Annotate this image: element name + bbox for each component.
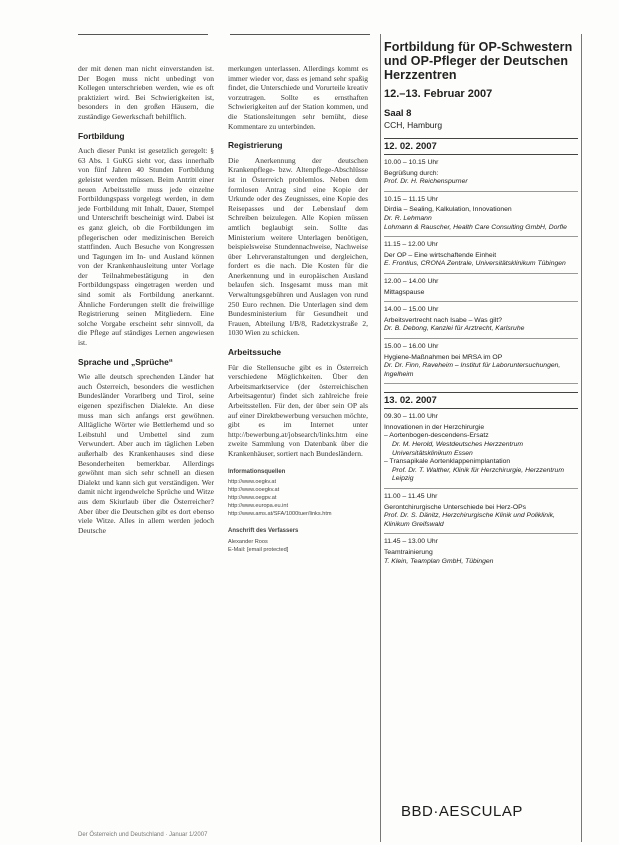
program-slot	[384, 237, 578, 274]
slot-speaker: Prof. Dr. S. Dänitz, Herzchirurgische Klinik und Poliklinik, Klinikum Greifswald	[384, 512, 555, 528]
heading-registrierung: Registrierung	[228, 140, 283, 151]
slot-subtopic: – Aortenbogen-descendens-Ersatz	[384, 432, 489, 440]
program-title: Fortbildung für OP-Schwestern und OP-Pfleger der Deutschen Herzzentren	[384, 40, 573, 82]
slot-time: 10.00 – 10.15 Uhr	[384, 159, 439, 166]
program-date-range: 12.–13. Februar 2007	[384, 88, 493, 100]
slot-time: 11.15 – 12.00 Uhr	[384, 241, 438, 249]
program-slot	[384, 534, 578, 570]
registrierung-paragraph: Die Anerkennung der deutschen Krankenpflege- bzw. Altenpflege-Abschlüsse ist in Österreich problemlos. Neben dem formlosen Antrag sind eine Kopie der Urkunde oder des Zeugnisses, eine Kopie des Reisepasses und der Lebenslauf dem Schreiben beizulegen. Alle Kopien müssen amtlich beglaubigt sein. Sollte das Ministerium weitere Unterlagen benötigen, beispielsweise Stundennachweise, Nachweise über Lehrveranstaltungen und dergleichen, fordert es die nach. Die Kosten für die Anerkennung und in europäischen Ausland belaufen sich. Insgesamt muss man mit Verwaltungsgebühren und Auslagen von rund 250 Euro rechnen. Die Unterlagen sind dem Bundesministerium für Gesundheit und Frauen, Abteilung I/B/8, Radetzkystraße 2, 1030 Wien zu schicken.	[228, 155, 368, 338]
slot-topic: Hygiene-Maßnahmen bei MRSA im OP	[384, 353, 503, 361]
slot-topic: Arbeitsvertrecht nach Isabe – Was gilt?	[384, 316, 502, 324]
slot-speaker-affiliation: Lohmann & Rauscher, Health Care Consulting GmbH, Dorfle	[384, 223, 567, 231]
author-label: Anschrift des Verfassers	[228, 528, 299, 535]
sprache-paragraph: Wie alle deutsch sprechenden Länder hat auch Österreich, besonders die westlichen Bundesländer Vorarlberg und Tirol, seine eigenen spezifischen Dialekte. An diese muss man sich anfangs erst gewöhnen. Alltägliche Wörter wie Bettlerhemd und so Leibstuhl und Urnbettel sind zum Verwundert. Aber auch im täglichen Leben außerhalb des Krankenhauses sind diese Besonderheiten bemerkbar. Allerdings gewöhnt man sich sehr schnell an diesen Dialekt und kann sich gut verständigen. Wer damit nicht irgendwelche Sprüche und Witze aus dem Skiurlaub über die Österreicher? Aber über die Deutschen gibt es dort ebenso viele Witze. Alles in allem werden jedoch Deutsche	[78, 372, 214, 535]
heading-arbeitssuche: Arbeitssuche	[228, 347, 282, 358]
page-footer: Der Österreich und Deutschland · Januar 1/2007	[78, 832, 208, 838]
day-header: 13. 02. 2007	[384, 392, 578, 409]
middle-column	[228, 64, 368, 555]
info-sources	[228, 469, 368, 555]
heading-sprache: Sprache und „Sprüche“	[78, 356, 173, 367]
info-sources-label: Informationsquellen	[228, 468, 286, 475]
slot-time: 09.30 – 11.00 Uhr	[384, 413, 438, 421]
slot-speaker: Dr. B. Debong, Kanzlei für Arztrecht, Karlsruhe	[384, 325, 525, 333]
slot-topic: Mittagspause	[384, 288, 425, 296]
link-item[interactable]: http://www.europa.eu.int	[228, 502, 289, 509]
program-slot	[384, 192, 578, 237]
middle-intro-paragraph: merkungen unterlassen. Allerdings kommt es immer wieder vor, dass es jemand sehr spaßig findet, die Unterschiede und Vorurteile kreativ vorzutragen. Sollte es ernsthaften Schwierigkeiten auf der Station kommen, und die Stationsleitungen sehr bemüht, diese Kommentare zu unterbinden.	[228, 64, 368, 131]
author-email: E-Mail: [email protected]	[228, 546, 289, 553]
top-rule-mid	[230, 34, 370, 35]
author-name: Alexander Roos	[228, 539, 268, 546]
link-item[interactable]: http://www.oegpv.at	[228, 494, 277, 501]
program-venue: CCH, Hamburg	[384, 120, 443, 130]
slot-topic: Innovationen in der Herzchirurgie	[384, 423, 485, 431]
slot-time: 10.15 – 11.15 Uhr	[384, 195, 438, 203]
slot-speaker-affiliation: Universitätsklinikum Essen	[392, 449, 473, 457]
program-slot	[384, 155, 578, 192]
slot-topic: Der OP – Eine wirtschaftende Einheit	[384, 251, 497, 259]
slot-speaker: Prof. Dr. T. Walther, Klinik für Herzchirurgie, Herzzentrum Leipzig	[392, 466, 564, 483]
slot-time: 14.00 – 15.00 Uhr	[384, 306, 439, 314]
link-item[interactable]: http://www.ams.at/SFA/1000tuer/links.htm	[228, 510, 332, 517]
link-item[interactable]: http://www.oegkv.at	[228, 479, 277, 486]
left-column	[78, 64, 214, 535]
program-slot	[384, 409, 578, 489]
slot-speaker: Prof. Dr. H. Reichenspurner	[384, 178, 468, 186]
slot-subtopic: – Transapikale Aortenklappenimplantation	[384, 458, 511, 466]
slot-speaker: Dr. Dr. Finn, Raveheim – Institut für Laboruntersuchungen, Ingelheim	[384, 362, 561, 378]
slot-time: 12.00 – 14.00 Uhr	[384, 277, 439, 285]
top-rule-left	[78, 34, 208, 35]
slot-topic: Dirdia – Sealing, Kalkulation, Innovationen	[384, 206, 512, 214]
program-slot	[384, 302, 578, 339]
program-slot	[384, 489, 578, 534]
link-item[interactable]: http://www.ooegkv.at	[228, 487, 280, 494]
fortbildung-paragraph: Auch dieser Punkt ist gesetzlich geregelt: § 63 Abs. 1 GuKG sieht vor, dass innerhalb von fünf Jahren 40 Stunden Fortbildung geleistet werden müssen. Beim Antritt einer neuen Arbeitsstelle muss jede einzelne Fortbildungspass vorgelegt werden, in dem jede Fortbildung mit Inhalt, Dauer, Stempel und Unterschrift bescheinigt wird. Dabei ist es ganz gleich, ob die Fortbildungen im pflegerischen oder medizinischen Bereich stattfinden. Auch Besuche von Kongressen und Tagungen im In- und Ausland können von der Krankenhausleitung unter Vorlage der Teilnahmebestätigung in den Fortbildungspass eingetragen werden und sind somit als Fortbildung anerkannt. Ähnliche Forderungen stellt die freiwillige Registrierung seinen Mitgliedern. Eine solche Vorgabe erscheint sehr sinnvoll, da die Pflege auf ständiges Lernen angewiesen ist.	[78, 146, 214, 348]
program-hall: Saal 8	[384, 108, 412, 119]
slot-speaker: E. Frontius, CRONA Zentrale, Universitätsklinikum Tübingen	[384, 260, 566, 268]
program-box	[384, 40, 578, 570]
arbeitssuche-paragraph: Für die Stellensuche gibt es in Österreich verschiedene Möglichkeiten. Über den Arbeitsmarktservice (der österreichischen Arbeitsagentur) findet sich zahlreiche freie Arbeitsstellen. Für den, der über sein OP als auf einer Direktbewerbung versuchen möchte, gibt es im Internet unter http://bewerbung.at/jobsearch/links.htm eine zweite Sammlung von Datenbank über die Krankenhäuser, sortiert nach Bundesländern.	[228, 362, 368, 458]
slot-topic: Gerontchirurgische Unterschiede bei Herz-OPs	[384, 503, 527, 511]
slot-speaker: Dr. M. Herold, Westdeutsches Herzzentrum	[392, 441, 524, 449]
heading-fortbildung: Fortbildung	[78, 130, 125, 141]
slot-time: 11.00 – 11.45 Uhr	[384, 493, 438, 501]
slot-topic: Teamtrainierung	[384, 549, 433, 556]
day-header: 12. 02. 2007	[384, 138, 578, 155]
program-slot	[384, 339, 578, 384]
aesculap-logo: BBD·AESCULAP	[401, 803, 523, 820]
slot-topic: Begrüßung durch:	[384, 169, 439, 177]
slot-time: 11.45 – 13.00 Uhr	[384, 538, 438, 546]
slot-speaker: T. Klein, Teamplan GmbH, Tübingen	[384, 557, 494, 565]
slot-speaker: Dr. R. Lehmann	[384, 214, 432, 222]
left-intro-paragraph: der mit denen man nicht einverstanden ist. Der Bogen muss nicht unbedingt von Kollegen unterschrieben werden, wie es oft praktiziert wird. Bei Schwierigkeiten ist, besonders in den großen Häusern, die zuständige Gewerkschaft behilflich.	[78, 64, 214, 121]
program-slot	[384, 274, 578, 302]
slot-time: 15.00 – 16.00 Uhr	[384, 342, 439, 350]
